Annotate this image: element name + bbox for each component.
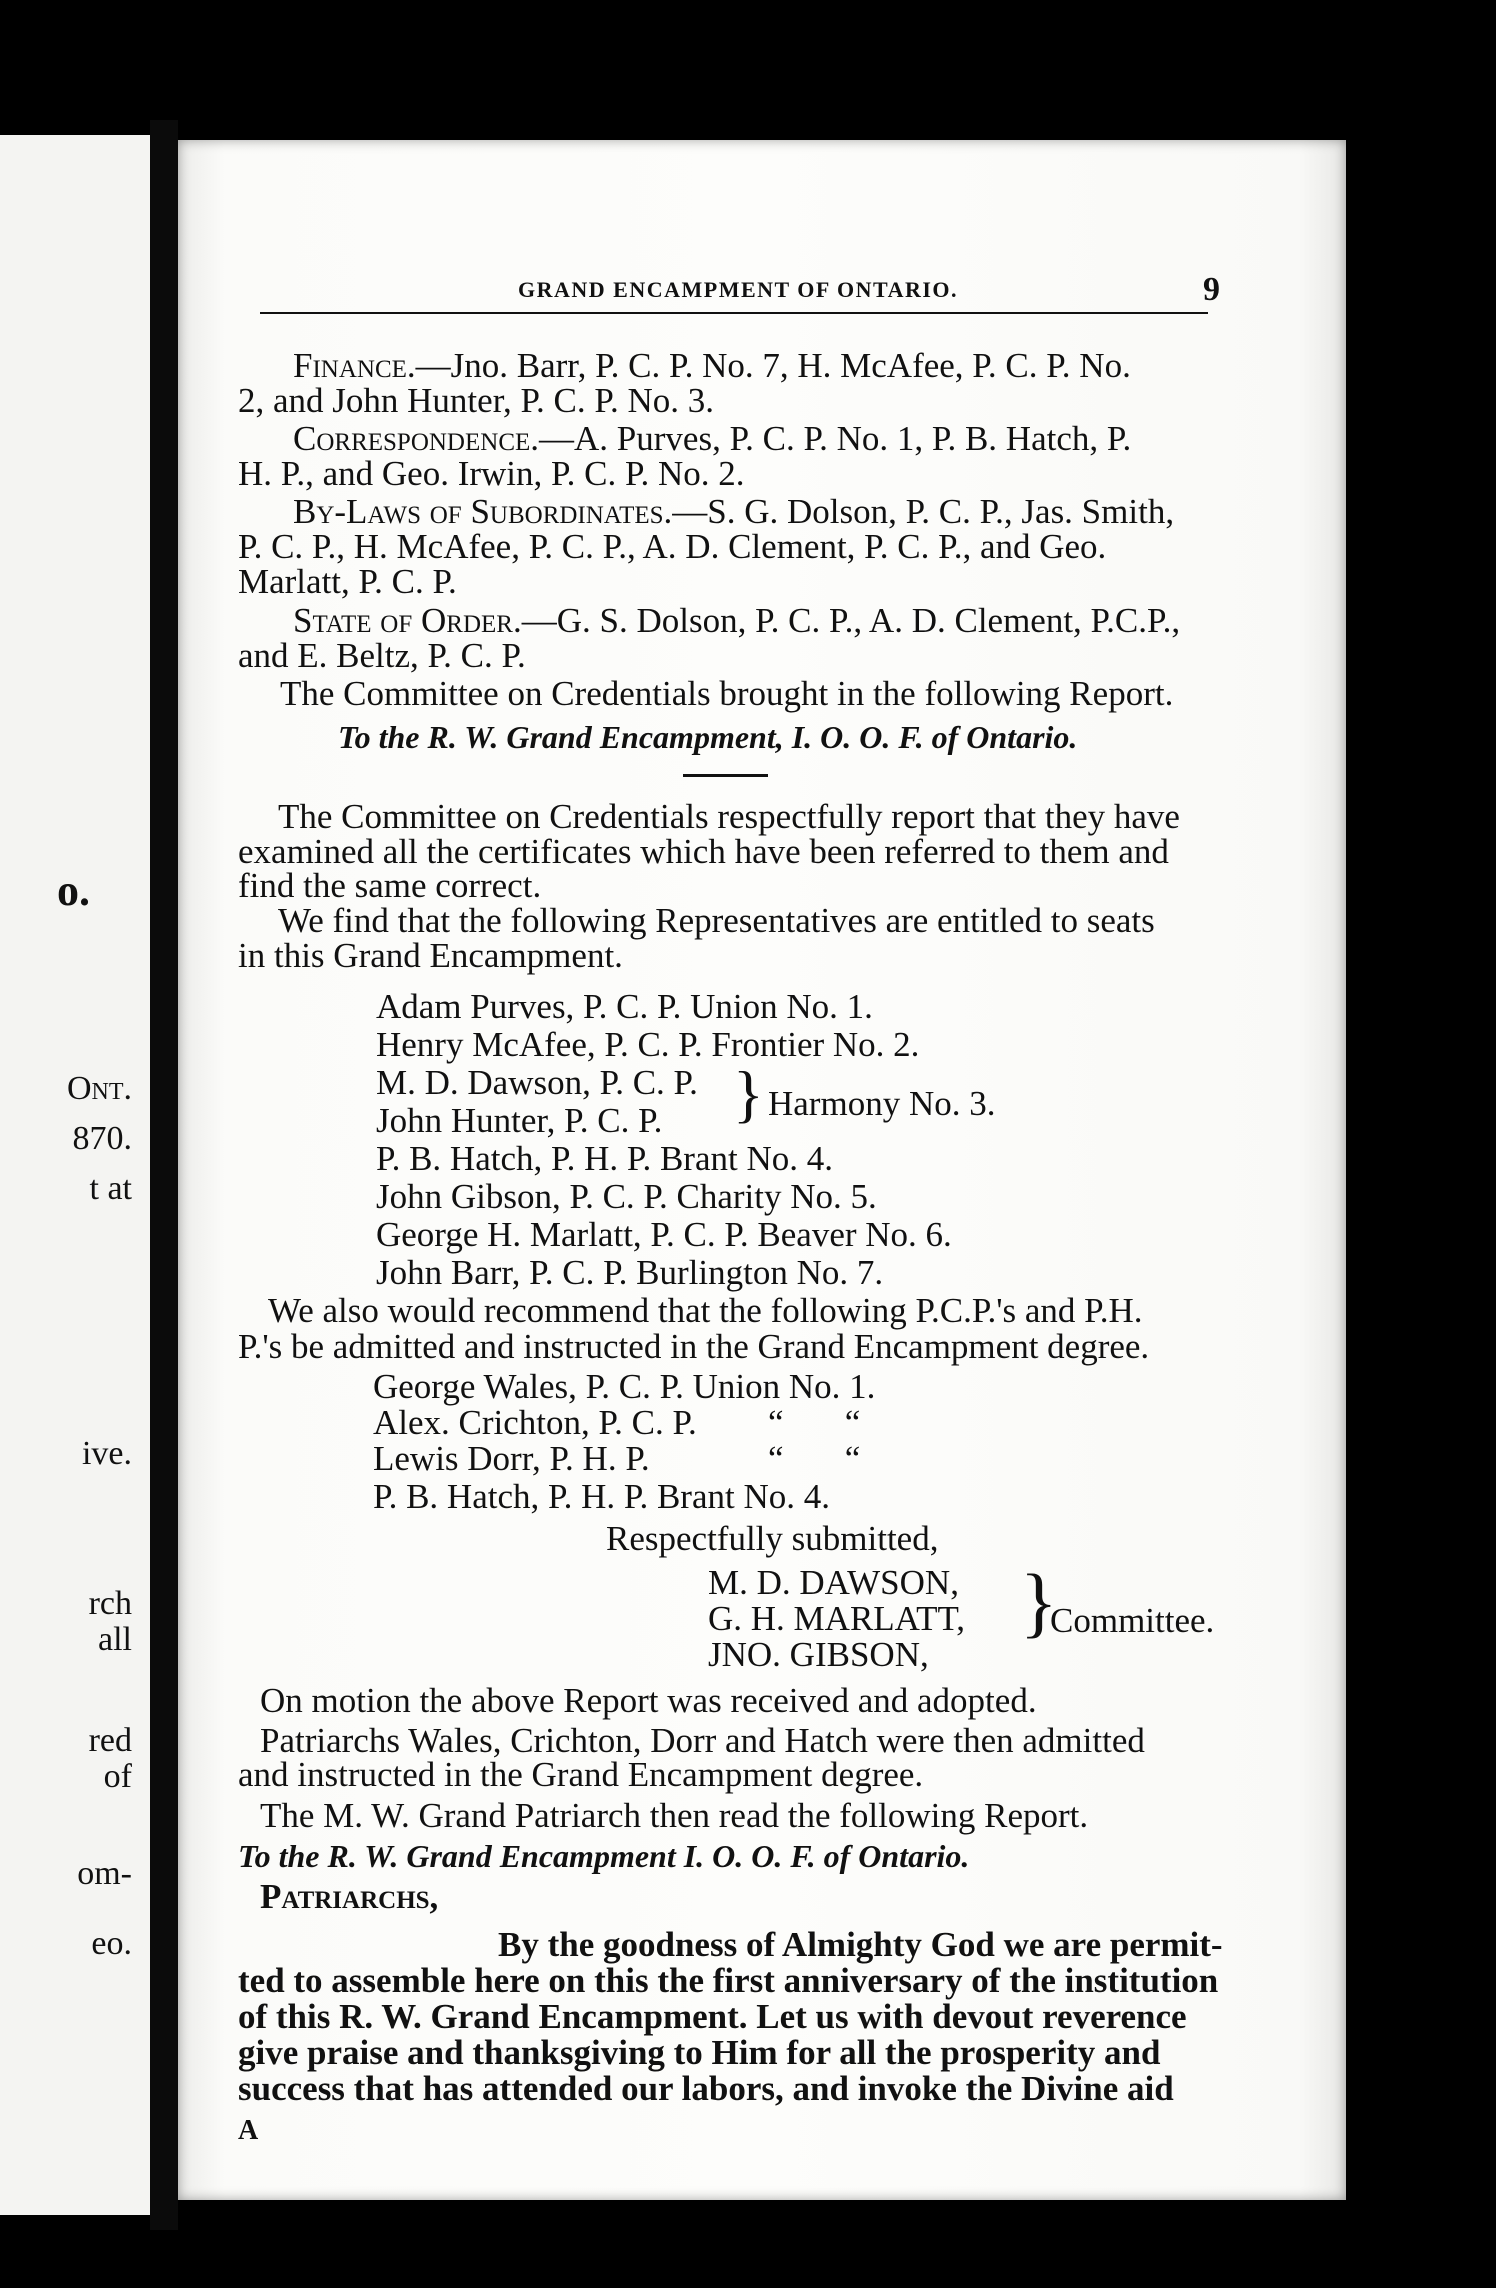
bylaws-line: By-Laws of Subordinates.—S. G. Dolson, P. C. P., Jas. Smith, [293,492,1175,531]
report-body: give praise and thanksgiving to Him for all the prosperity and [238,2033,1161,2072]
page-number: 9 [1203,271,1220,308]
book-page [178,140,1346,2200]
harmony-lodge: Harmony No. 3. [768,1084,996,1123]
recommended-item: George Wales, P. C. P. Union No. 1. [373,1367,876,1406]
recommend-para: P.'s be admitted and instructed in the Grand Encampment degree. [238,1327,1150,1366]
credentials-para-1: examined all the certificates which have been referred to them and [238,832,1169,871]
left-fragment: 870. [72,1120,132,1157]
report-body: ted to assemble here on this the first anniversary of the institution [238,1961,1219,2000]
representative-item: Henry McAfee, P. C. P. Frontier No. 2. [376,1025,920,1064]
left-fragment: of [103,1758,132,1795]
credentials-para-1: find the same correct. [238,866,542,905]
signature-mark: A [238,2115,259,2146]
state-of-order-line-2: and E. Beltz, P. C. P. [238,636,526,675]
state-of-order-line: State of Order.—G. S. Dolson, P. C. P., A. D. Clement, P.C.P., [293,601,1181,640]
submitted-line: Respectfully submitted, [606,1519,939,1558]
left-fragment: Ont. [66,1070,132,1107]
finance-line: Finance.—Jno. Barr, P. C. P. No. 7, H. McAfee, P. C. P. No. [293,346,1131,385]
ditto-marks: “ “ [768,1439,861,1478]
left-fragment: all [98,1621,132,1658]
left-fragment: o. [57,866,90,915]
credentials-intro: The Committee on Credentials brought in the following Report. [280,674,1174,713]
committee-label: Committee. [1050,1601,1215,1640]
header-rule [260,312,1208,314]
representative-item: P. B. Hatch, P. H. P. Brant No. 4. [376,1139,833,1178]
correspondence-line-2: H. P., and Geo. Irwin, P. C. P. No. 2. [238,454,745,493]
left-fragment: red [88,1722,132,1759]
signer-name: M. D. DAWSON, [708,1563,959,1602]
left-fragment: t at [89,1170,132,1207]
ditto-marks: “ “ [768,1403,861,1442]
running-header: GRAND ENCAMPMENT OF ONTARIO. [518,277,959,302]
brace-icon: } [1020,1558,1058,1645]
credentials-para-2: in this Grand Encampment. [238,936,623,975]
section-rule [683,774,768,777]
representative-item: John Hunter, P. C. P. [376,1101,663,1140]
report-body: By the goodness of Almighty God we are permit- [498,1925,1223,1964]
correspondence-line: Correspondence.—A. Purves, P. C. P. No. 1, P. B. Hatch, P. [293,419,1132,458]
report-body: of this R. W. Grand Encampment. Let us with devout reverence [238,1997,1187,2036]
representative-item: George H. Marlatt, P. C. P. Beaver No. 6. [376,1215,952,1254]
representative-item: M. D. Dawson, P. C. P. [376,1063,698,1102]
signer-name: JNO. GIBSON, [708,1635,929,1674]
left-fragment: om- [77,1855,132,1892]
representative-item: Adam Purves, P. C. P. Union No. 1. [376,987,873,1026]
grand-patriarch-line: The M. W. Grand Patriarch then read the following Report. [260,1796,1089,1835]
patriarchs-admitted: Patriarchs Wales, Crichton, Dorr and Hatch were then admitted [260,1721,1145,1760]
book-gutter [150,120,178,2230]
facing-page-fragment [0,135,153,2215]
left-fragment: rch [88,1585,132,1622]
signer-name: G. H. MARLATT, [708,1599,965,1638]
report-address: To the R. W. Grand Encampment I. O. O. F. of Ontario. [238,1838,970,1874]
salutation: Patriarchs, [260,1877,439,1916]
representative-item: John Gibson, P. C. P. Charity No. 5. [376,1177,877,1216]
recommended-item: P. B. Hatch, P. H. P. Brant No. 4. [373,1477,830,1516]
representative-item: John Barr, P. C. P. Burlington No. 7. [376,1253,884,1292]
left-fragment: ive. [81,1435,132,1472]
recommend-para: We also would recommend that the following P.C.P.'s and P.H. [268,1291,1143,1330]
motion-line: On motion the above Report was received and adopted. [260,1681,1037,1720]
bylaws-line-2: P. C. P., H. McAfee, P. C. P., A. D. Clement, P. C. P., and Geo. [238,527,1107,566]
recommended-item: Alex. Crichton, P. C. P. [373,1403,697,1442]
credentials-para-1: The Committee on Credentials respectfully report that they have [278,797,1180,836]
finance-line-2: 2, and John Hunter, P. C. P. No. 3. [238,381,714,420]
brace-icon: } [733,1058,764,1129]
left-fragment: eo. [91,1925,132,1962]
credentials-para-2: We find that the following Representatives are entitled to seats [278,901,1155,940]
recommended-item: Lewis Dorr, P. H. P. [373,1439,650,1478]
bylaws-line-3: Marlatt, P. C. P. [238,562,457,601]
credentials-address: To the R. W. Grand Encampment, I. O. O. F. of Ontario. [338,719,1078,755]
patriarchs-admitted: and instructed in the Grand Encampment degree. [238,1755,924,1794]
report-body: success that has attended our labors, and invoke the Divine aid [238,2069,1174,2108]
